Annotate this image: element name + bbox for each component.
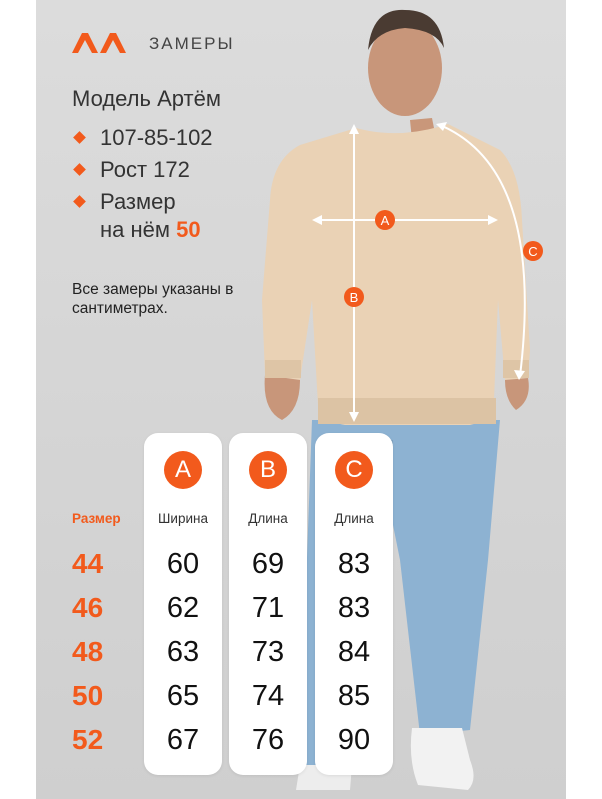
list-item xyxy=(72,188,213,220)
model-height: Рост 172 xyxy=(100,157,190,182)
column-a-badge: A xyxy=(164,451,202,489)
table-cell: 65 xyxy=(166,680,200,712)
sweatshirt xyxy=(262,124,530,425)
column-c-header: Длина xyxy=(334,511,374,526)
list-item xyxy=(72,124,213,156)
table-cell: 74 xyxy=(251,680,285,712)
model-title: Модель Артём xyxy=(72,86,221,111)
brand-title: ЗАМЕРЫ xyxy=(149,34,235,53)
table-cell: 60 xyxy=(166,548,200,580)
left-hand xyxy=(265,375,300,420)
model-size-value: 50 xyxy=(176,217,201,242)
column-a xyxy=(144,433,222,775)
list-item xyxy=(72,156,213,188)
table-cell: 63 xyxy=(166,636,200,668)
model-size-prefix: на нём xyxy=(100,217,171,242)
size-label: 52 xyxy=(72,724,104,755)
units-note: Все замеры указаны в сантиметрах. xyxy=(72,281,234,317)
right-hand xyxy=(505,378,529,410)
table-cell: 85 xyxy=(337,680,371,712)
table-cell: 69 xyxy=(251,548,285,580)
left-cuff xyxy=(265,360,301,378)
table-cell: 84 xyxy=(337,636,371,668)
model-size-line xyxy=(72,216,213,244)
diamond-bullet-icon xyxy=(73,163,86,176)
table-cell: 76 xyxy=(251,724,285,756)
column-c-badge: C xyxy=(335,451,373,489)
size-label: 50 xyxy=(72,680,104,711)
size-column-header: Размер xyxy=(72,511,121,526)
table-cell: 83 xyxy=(337,592,371,624)
column-c xyxy=(315,433,393,775)
model-measurements: 107-85-102 xyxy=(100,125,213,150)
column-b-badge: B xyxy=(249,451,287,489)
model-params-list xyxy=(72,124,213,244)
size-label: 44 xyxy=(72,548,104,579)
right-cuff xyxy=(503,360,529,378)
table-cell: 83 xyxy=(337,548,371,580)
label-a: A xyxy=(380,213,390,228)
diamond-bullet-icon xyxy=(73,195,86,208)
size-label: 46 xyxy=(72,592,104,623)
diamond-bullet-icon xyxy=(73,131,86,144)
column-b-header: Длина xyxy=(248,511,288,526)
label-c: C xyxy=(528,244,538,259)
label-b: B xyxy=(349,290,359,305)
table-cell: 90 xyxy=(337,724,371,756)
double-chevron-logo-icon xyxy=(72,33,128,53)
size-label: 48 xyxy=(72,636,104,667)
sweatshirt-hem xyxy=(318,398,496,424)
table-cell: 62 xyxy=(166,592,200,624)
table-cell: 71 xyxy=(251,592,285,624)
table-cell: 67 xyxy=(166,724,200,756)
column-b xyxy=(229,433,307,775)
column-a-header: Ширина xyxy=(158,511,208,526)
right-shoe xyxy=(411,728,474,790)
model-size-label: Размер xyxy=(100,189,176,214)
table-cell: 73 xyxy=(251,636,285,668)
